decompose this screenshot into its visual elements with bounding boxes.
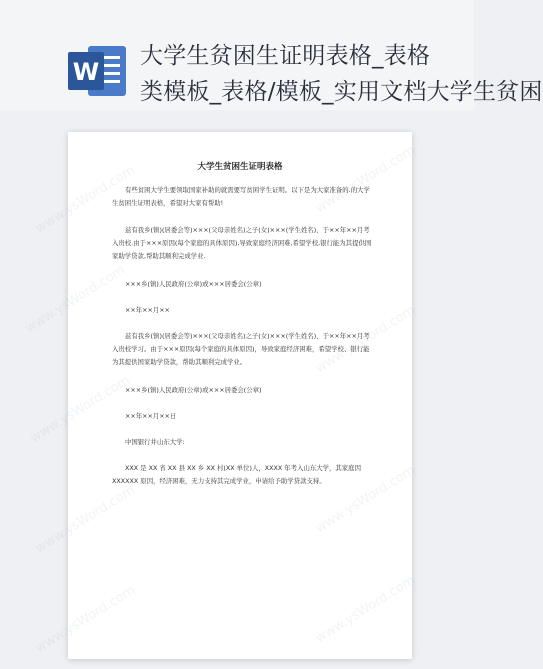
- document-title: 大学生贫困生证明表格: [197, 162, 283, 172]
- document-paragraph: ×××乡(镇)人民政府(公章)或×××居委会(公章): [125, 386, 262, 394]
- word-logo-letter: W: [72, 58, 100, 86]
- document-paragraph: 有些贫困大学生要领取国家补助的就需要写贫困学生证明。以下是为大家准备的.的大学生贫困生证明表格，希望对大家有帮助!: [112, 186, 370, 207]
- document-page: [22, 132, 418, 659]
- watermark: www.ysWord.com: [312, 302, 418, 377]
- page-title-line-1: 大学生贫困生证明表格_表格: [140, 43, 431, 69]
- document-paragraph: ××年××月××: [125, 306, 170, 314]
- watermark: www.ysWord.com: [312, 572, 418, 647]
- page-title: [140, 38, 543, 110]
- document-paragraph: 兹有我乡(镇)(居委会等)×××(父母亲姓名)之子(女)×××(学生姓名)，于××年××月考入贵校.由于×××原因(每个家庭的具体原因),导致家庭经济困难,希望学校,银行能为其提供国家助学贷款,帮助其顺利完成学业.: [112, 226, 372, 260]
- watermark: www.ysWord.com: [32, 162, 138, 237]
- watermark: www.ysWord.com: [312, 142, 418, 217]
- document-paragraph: ×××乡(镇)人民政府(公章)或×××居委会(公章): [125, 280, 262, 288]
- document-paragraph: ××年××月××日: [125, 412, 177, 420]
- header-banner: [0, 0, 543, 110]
- document-paragraph: 兹有我乡(镇)(居委会等)×××(父母亲姓名)之子(女)×××(学生姓名)，于××年××月考入贵校学习。由于×××原因(每个家庭的具体原因)，导致家庭经济困难，希望学校、银行能为其提供国家助学贷款，帮助其顺利完成学业。: [112, 332, 370, 366]
- page-title-line-2: 类模板_表格/模板_实用文档大学生贫困: [140, 79, 543, 105]
- document-paragraph: XXX 是 XX 省 XX 县 XX 乡 XX 村(XX 单位)人，XXXX 年考入山东大学，其家庭因 XXXXXX 原因，经济困难，无力支持其完成学业，申请给予助学贷款支持。: [112, 464, 361, 485]
- watermark: www.ysWord.com: [22, 262, 128, 337]
- document-paragraph: 中国银行井山东大学:: [125, 438, 185, 446]
- watermark: www.ysWord.com: [312, 462, 418, 537]
- word-logo-icon: [66, 40, 128, 102]
- watermark: www.ysWord.com: [32, 582, 138, 657]
- watermark: www.ysWord.com: [27, 372, 133, 447]
- watermark: www.ysWord.com: [32, 482, 138, 557]
